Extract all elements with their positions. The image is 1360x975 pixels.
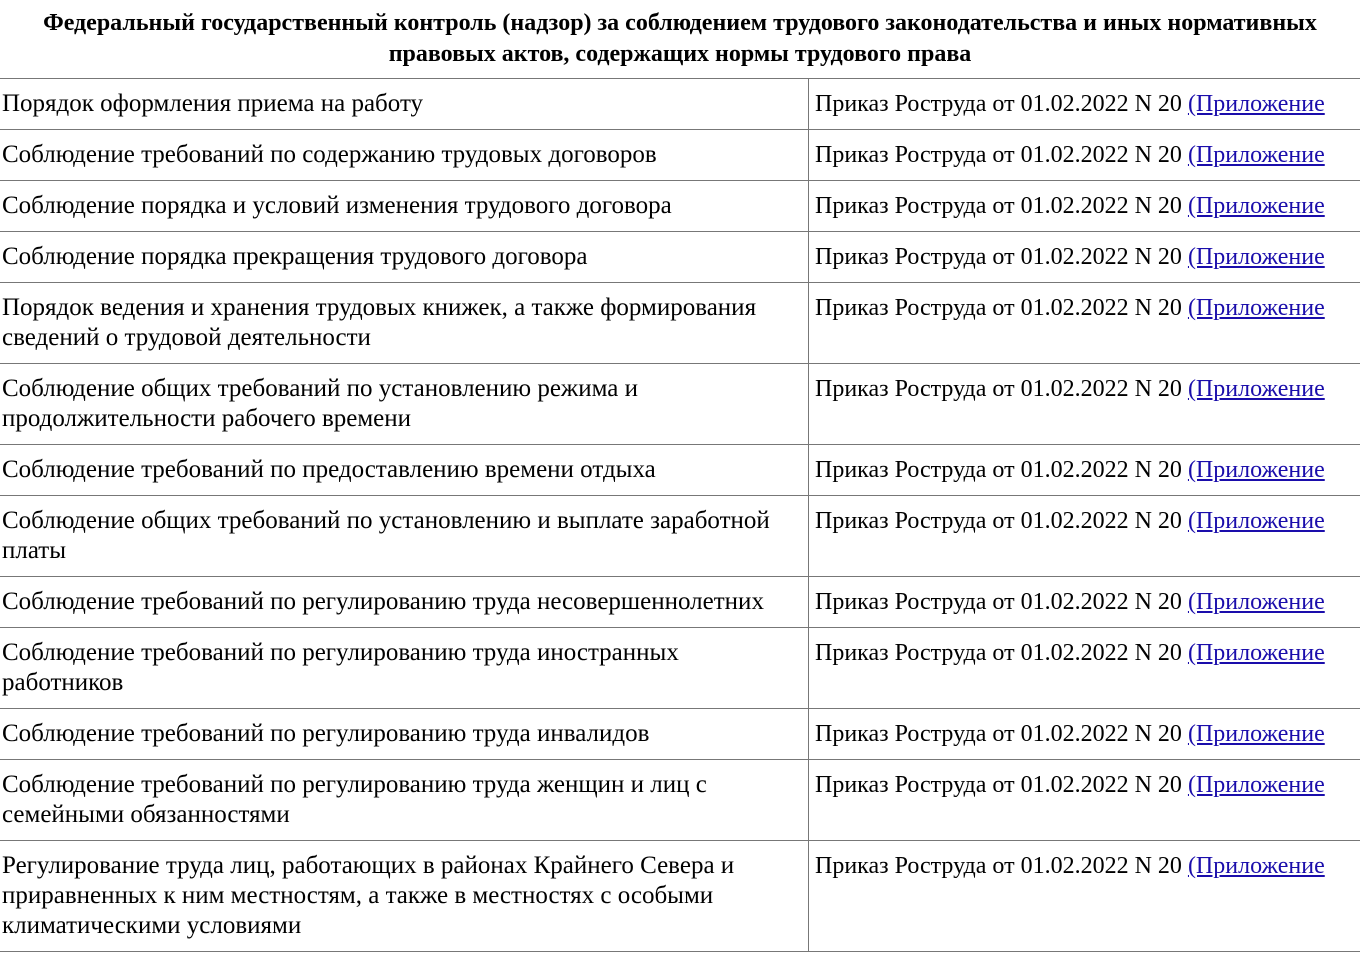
document-cell <box>809 760 1360 841</box>
page-title: Федеральный государственный контроль (надзор) за соблюдением трудового законодательства и иных нормативных правовых актов, содержащих нормы трудового права <box>43 10 1317 67</box>
document-cell <box>809 709 1360 760</box>
topic-cell: Соблюдение требований по регулированию труда женщин и лиц с семейными обязанностями <box>0 760 809 841</box>
appendix-link[interactable]: (Приложение <box>1187 376 1325 402</box>
topic-cell: Соблюдение порядка прекращения трудового договора <box>0 232 809 283</box>
document-text: Приказ Роструда от 01.02.2022 N 20 <box>815 142 1188 168</box>
appendix-link[interactable]: (Приложение <box>1187 91 1325 117</box>
appendix-link[interactable]: (Приложение <box>1187 853 1325 879</box>
document-cell <box>809 130 1360 181</box>
table-row <box>0 364 1360 445</box>
table-row <box>0 841 1360 952</box>
document-cell <box>809 445 1360 496</box>
appendix-link[interactable]: (Приложение <box>1187 640 1325 666</box>
appendix-link[interactable]: (Приложение <box>1187 457 1325 483</box>
document-text: Приказ Роструда от 01.02.2022 N 20 <box>815 721 1188 747</box>
appendix-link[interactable]: (Приложение <box>1187 142 1325 168</box>
topic-cell: Порядок оформления приема на работу <box>0 79 809 130</box>
document-text: Приказ Роструда от 01.02.2022 N 20 <box>815 772 1188 798</box>
document-cell <box>809 364 1360 445</box>
appendix-link[interactable]: (Приложение <box>1187 193 1325 219</box>
document-text: Приказ Роструда от 01.02.2022 N 20 <box>815 589 1188 615</box>
page <box>0 8 1360 952</box>
document-cell <box>809 628 1360 709</box>
document-text: Приказ Роструда от 01.02.2022 N 20 <box>815 91 1188 117</box>
topic-cell: Соблюдение порядка и условий изменения трудового договора <box>0 181 809 232</box>
document-cell <box>809 283 1360 364</box>
appendix-link[interactable]: (Приложение <box>1187 589 1325 615</box>
table-row <box>0 760 1360 841</box>
table-row <box>0 232 1360 283</box>
document-cell <box>809 79 1360 130</box>
appendix-link[interactable]: (Приложение <box>1187 772 1325 798</box>
document-text: Приказ Роструда от 01.02.2022 N 20 <box>815 193 1188 219</box>
topic-cell: Регулирование труда лиц, работающих в районах Крайнего Севера и приравненных к ним местностям, а также в местностях с особыми климатическими условиями <box>0 841 809 952</box>
appendix-link[interactable]: (Приложение <box>1187 295 1325 321</box>
table-row <box>0 577 1360 628</box>
table-row <box>0 628 1360 709</box>
document-text: Приказ Роструда от 01.02.2022 N 20 <box>815 640 1188 666</box>
document-cell <box>809 232 1360 283</box>
appendix-link[interactable]: (Приложение <box>1187 508 1325 534</box>
document-text: Приказ Роструда от 01.02.2022 N 20 <box>815 457 1188 483</box>
topic-cell: Порядок ведения и хранения трудовых книжек, а также формирования сведений о трудовой деятельности <box>0 283 809 364</box>
document-cell <box>809 181 1360 232</box>
topic-cell: Соблюдение требований по предоставлению времени отдыха <box>0 445 809 496</box>
table-row <box>0 130 1360 181</box>
appendix-link[interactable]: (Приложение <box>1187 244 1325 270</box>
document-text: Приказ Роструда от 01.02.2022 N 20 <box>815 853 1188 879</box>
regulations-table <box>0 78 1360 952</box>
table-row <box>0 283 1360 364</box>
table-row <box>0 79 1360 130</box>
appendix-link[interactable]: (Приложение <box>1187 721 1325 747</box>
table-row <box>0 181 1360 232</box>
table-row <box>0 709 1360 760</box>
table-row <box>0 445 1360 496</box>
document-cell <box>809 841 1360 952</box>
topic-cell: Соблюдение требований по содержанию трудовых договоров <box>0 130 809 181</box>
table-row <box>0 496 1360 577</box>
topic-cell: Соблюдение требований по регулированию труда инвалидов <box>0 709 809 760</box>
topic-cell: Соблюдение общих требований по установлению и выплате заработной платы <box>0 496 809 577</box>
document-text: Приказ Роструда от 01.02.2022 N 20 <box>815 295 1188 321</box>
document-text: Приказ Роструда от 01.02.2022 N 20 <box>815 376 1188 402</box>
document-text: Приказ Роструда от 01.02.2022 N 20 <box>815 244 1188 270</box>
document-text: Приказ Роструда от 01.02.2022 N 20 <box>815 508 1188 534</box>
document-cell <box>809 577 1360 628</box>
topic-cell: Соблюдение требований по регулированию труда иностранных работников <box>0 628 809 709</box>
document-cell <box>809 496 1360 577</box>
topic-cell: Соблюдение общих требований по установлению режима и продолжительности рабочего времени <box>0 364 809 445</box>
topic-cell: Соблюдение требований по регулированию труда несовершеннолетних <box>0 577 809 628</box>
